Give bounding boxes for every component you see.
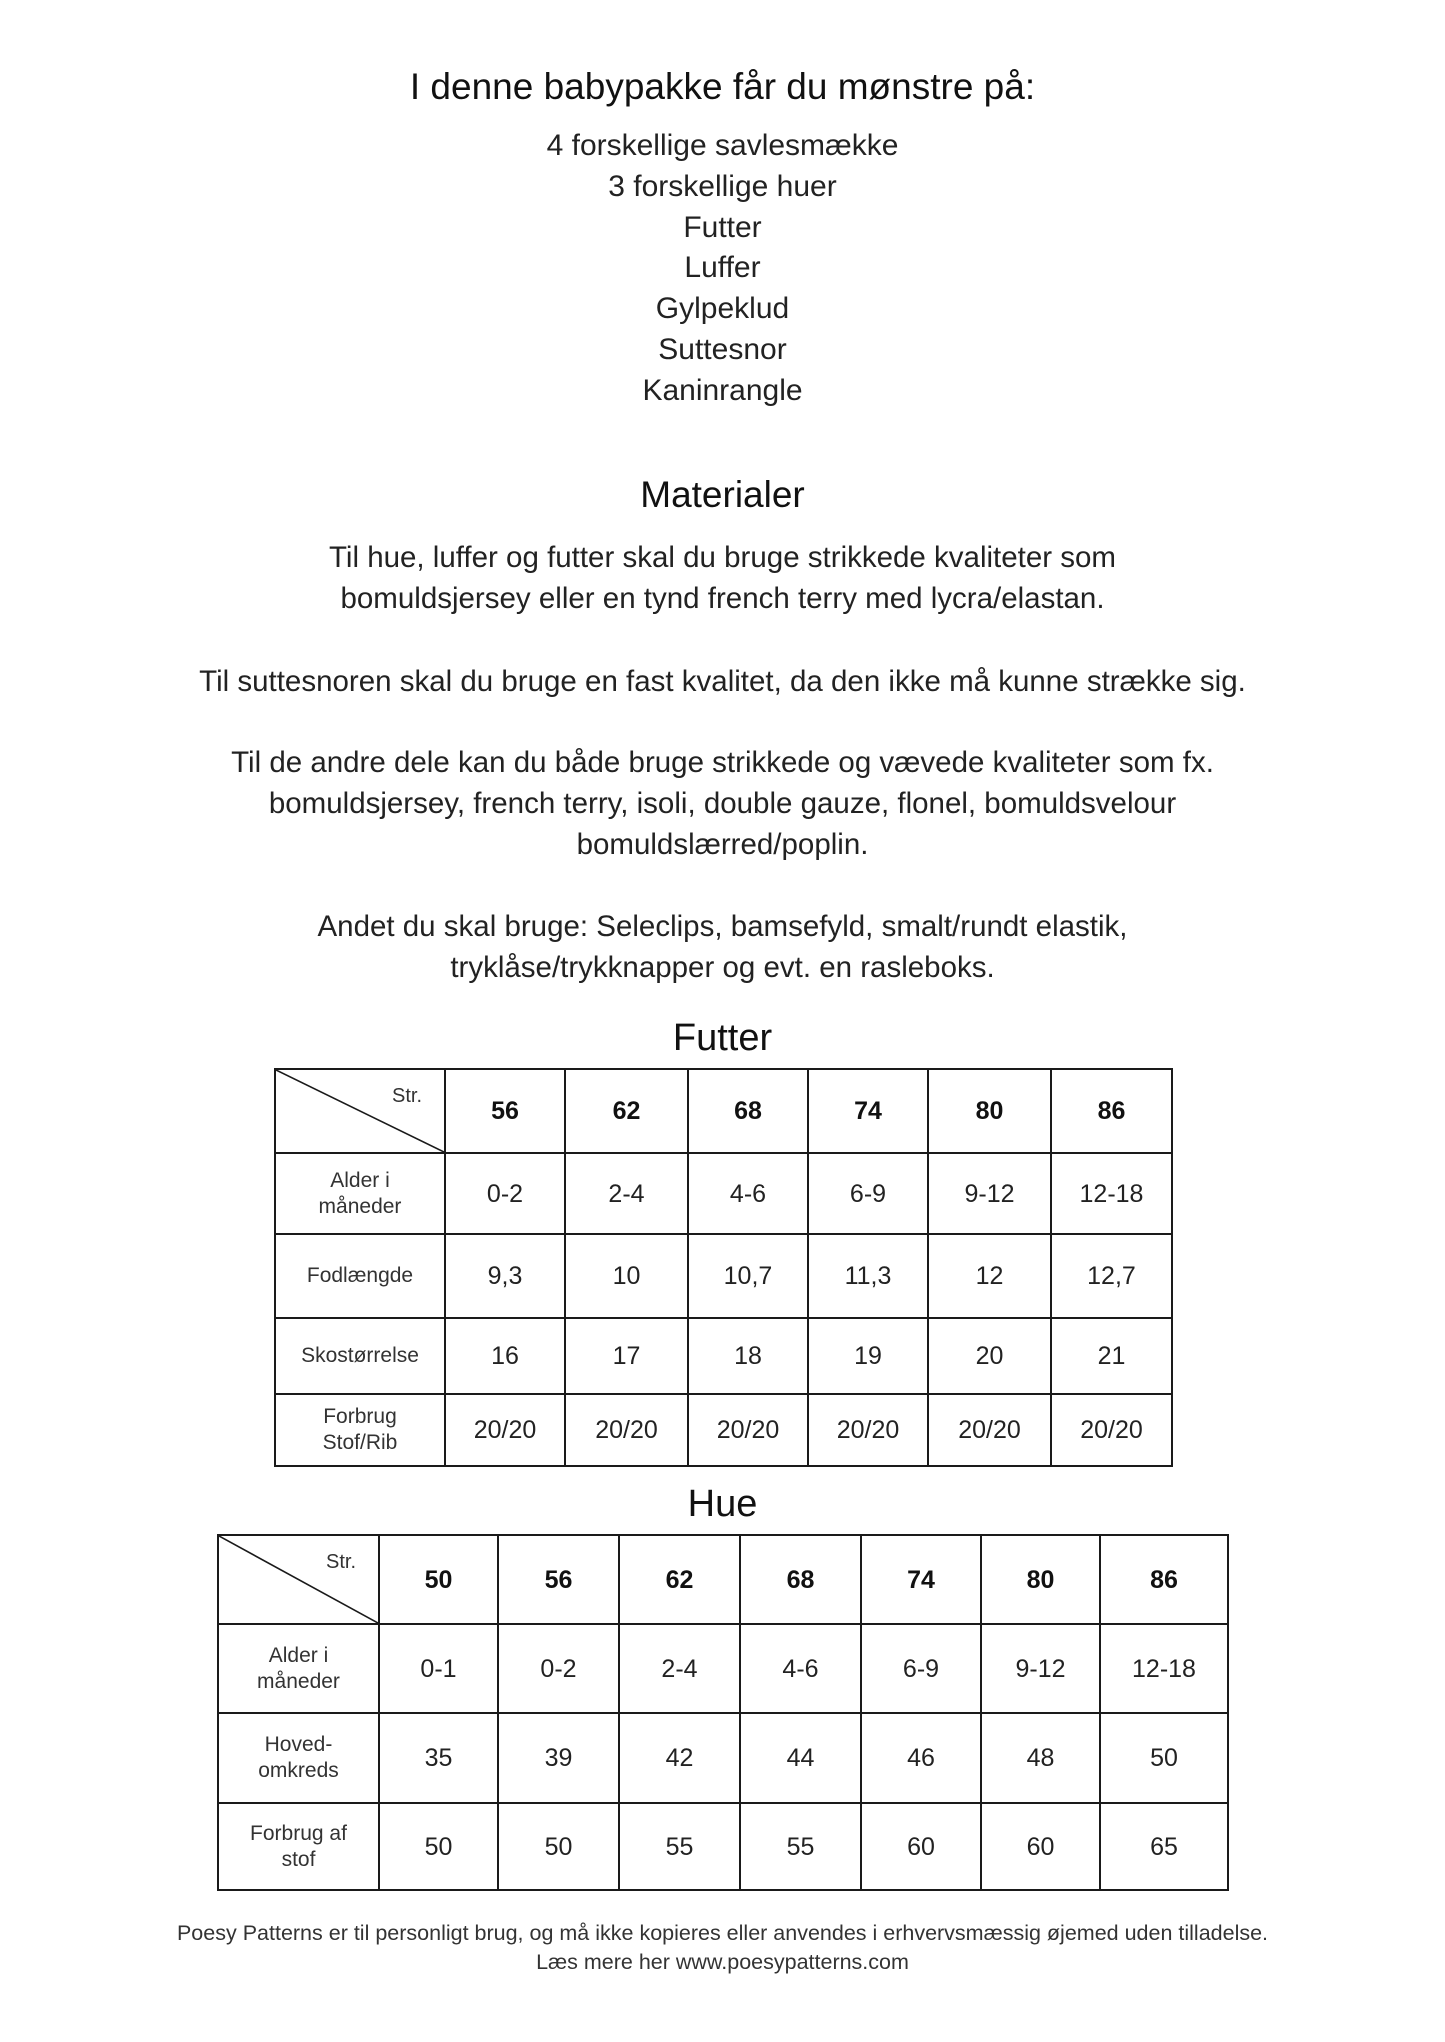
- table-cell: 42: [619, 1713, 740, 1803]
- row-label-line: stof: [281, 1847, 316, 1871]
- table-cell: 20/20: [808, 1394, 928, 1466]
- hue-table-title: Hue: [687, 1483, 758, 1525]
- row-label-cell: [275, 1318, 445, 1394]
- size-label: Str.: [325, 1551, 356, 1573]
- size-header-cell: 86: [1100, 1535, 1228, 1624]
- size-header-cell: 56: [498, 1535, 619, 1624]
- table-cell: 10: [565, 1234, 688, 1318]
- paragraph-line: bomuldslærred/poplin.: [576, 828, 869, 861]
- table-cell: 20/20: [688, 1394, 808, 1466]
- list-item: Futter: [683, 210, 762, 244]
- row-label-line: Fodlængde: [306, 1264, 414, 1287]
- row-label-line: Forbrug af: [250, 1821, 347, 1845]
- table-cell: 6-9: [861, 1624, 981, 1713]
- table-cell: 55: [619, 1803, 740, 1890]
- page-title: I denne babypakke får du mønstre på:: [409, 66, 1036, 107]
- materials-paragraph-extras: [0, 906, 1445, 988]
- size-header-cell: 80: [981, 1535, 1100, 1624]
- table-cell: 12-18: [1100, 1624, 1228, 1713]
- materials-paragraph-other: [0, 742, 1445, 865]
- futter-table-title: Futter: [672, 1017, 773, 1059]
- size-header-cell: 74: [808, 1069, 928, 1153]
- row-label-line: Alder i: [268, 1643, 329, 1667]
- list-item: Kaninrangle: [642, 373, 803, 407]
- table-cell: 20: [928, 1318, 1051, 1394]
- table-cell: 35: [379, 1713, 498, 1803]
- table-cell: 0-1: [379, 1624, 498, 1713]
- row-label-cell: [275, 1234, 445, 1318]
- list-item: Luffer: [684, 251, 761, 285]
- row-label-cell: [218, 1713, 379, 1803]
- table-cell: 17: [565, 1318, 688, 1394]
- table-row: [218, 1803, 1228, 1890]
- size-header-row: [218, 1535, 1228, 1624]
- row-label-line: Forbrug: [323, 1405, 397, 1428]
- size-header-cell: 56: [445, 1069, 565, 1153]
- size-header-cell: 62: [619, 1535, 740, 1624]
- table-cell: 12: [928, 1234, 1051, 1318]
- table-cell: 9-12: [981, 1624, 1100, 1713]
- paragraph-line: bomuldsjersey, french terry, isoli, double gauze, flonel, bomuldsvelour: [268, 787, 1177, 820]
- size-header-cell: 62: [565, 1069, 688, 1153]
- table-cell: 6-9: [808, 1153, 928, 1234]
- paragraph-line: Andet du skal bruge: Seleclips, bamsefyld, smalt/rundt elastik,: [317, 910, 1128, 943]
- size-header-row: [275, 1069, 1172, 1153]
- copyright-notice: Poesy Patterns er til personligt brug, og må ikke kopieres eller anvendes i erhvervsmæssig øjemed uden tilladelse.: [176, 1921, 1269, 1945]
- materials-paragraph-pacifier: [0, 661, 1445, 702]
- table-cell: 0-2: [498, 1624, 619, 1713]
- table-cell: 12,7: [1051, 1234, 1172, 1318]
- table-cell: 55: [740, 1803, 861, 1890]
- corner-cell: [218, 1535, 379, 1624]
- table-row: [218, 1713, 1228, 1803]
- table-cell: 10,7: [688, 1234, 808, 1318]
- website-link[interactable]: Læs mere her www.poesypatterns.com: [536, 1950, 909, 1974]
- table-cell: 46: [861, 1713, 981, 1803]
- size-header-cell: 74: [861, 1535, 981, 1624]
- table-cell: 20/20: [565, 1394, 688, 1466]
- list-item: 4 forskellige savlesmække: [546, 129, 899, 162]
- size-header-cell: 68: [688, 1069, 808, 1153]
- table-cell: 20/20: [928, 1394, 1051, 1466]
- corner-cell: [275, 1069, 445, 1153]
- row-label-cell: [275, 1153, 445, 1234]
- materials-paragraph-knit: [0, 537, 1445, 619]
- table-cell: 12-18: [1051, 1153, 1172, 1234]
- table-cell: 2-4: [619, 1624, 740, 1713]
- row-label-line: Alder i: [330, 1168, 390, 1192]
- table-row: [218, 1624, 1228, 1713]
- list-item: Gylpeklud: [655, 292, 790, 326]
- table-cell: 4-6: [688, 1153, 808, 1234]
- table-cell: 60: [861, 1803, 981, 1890]
- table-cell: 9-12: [928, 1153, 1051, 1234]
- size-header-cell: 68: [740, 1535, 861, 1624]
- list-item: Suttesnor: [658, 332, 787, 366]
- row-label-line: måneder: [257, 1669, 340, 1693]
- paragraph-line: tryklåse/trykknapper og evt. en rasleboks.: [450, 951, 995, 984]
- table-cell: 9,3: [445, 1234, 565, 1318]
- footer: [0, 1919, 1445, 1977]
- paragraph-line: Til suttesnoren skal du bruge en fast kvalitet, da den ikke må kunne strække sig.: [199, 665, 1246, 698]
- row-label-cell: [218, 1624, 379, 1713]
- table-cell: 18: [688, 1318, 808, 1394]
- row-label-line: måneder: [318, 1194, 402, 1218]
- paragraph-line: Til de andre dele kan du både bruge strikkede og vævede kvaliteter som fx.: [231, 746, 1214, 779]
- table-cell: 20/20: [445, 1394, 565, 1466]
- table-cell: 4-6: [740, 1624, 861, 1713]
- size-label: Str.: [391, 1085, 422, 1107]
- hue-size-table: [217, 1534, 1229, 1891]
- table-cell: 60: [981, 1803, 1100, 1890]
- table-cell: 39: [498, 1713, 619, 1803]
- size-header-cell: 50: [379, 1535, 498, 1624]
- materials-heading: Materialer: [640, 474, 805, 515]
- table-row: [275, 1394, 1172, 1466]
- size-header-cell: 86: [1051, 1069, 1172, 1153]
- table-cell: 50: [498, 1803, 619, 1890]
- table-cell: 20/20: [1051, 1394, 1172, 1466]
- row-label-cell: [218, 1803, 379, 1890]
- row-label-line: omkreds: [258, 1759, 339, 1782]
- table-cell: 16: [445, 1318, 565, 1394]
- table-row: [275, 1234, 1172, 1318]
- futter-size-table: [274, 1068, 1173, 1467]
- row-label-line: Stof/Rib: [322, 1431, 398, 1454]
- table-cell: 21: [1051, 1318, 1172, 1394]
- table-cell: 65: [1100, 1803, 1228, 1890]
- row-label-line: Hoved-: [264, 1733, 333, 1756]
- table-cell: 48: [981, 1713, 1100, 1803]
- table-row: [275, 1153, 1172, 1234]
- table-row: [275, 1318, 1172, 1394]
- row-label-cell: [275, 1394, 445, 1466]
- pattern-list: [0, 126, 1445, 412]
- size-header-cell: 80: [928, 1069, 1051, 1153]
- table-cell: 11,3: [808, 1234, 928, 1318]
- table-cell: 50: [1100, 1713, 1228, 1803]
- table-cell: 50: [379, 1803, 498, 1890]
- row-label-line: Skostørrelse: [301, 1344, 419, 1367]
- table-cell: 0-2: [445, 1153, 565, 1234]
- paragraph-line: Til hue, luffer og futter skal du bruge strikkede kvaliteter som: [328, 541, 1117, 574]
- list-item: 3 forskellige huer: [608, 169, 837, 203]
- paragraph-line: bomuldsjersey eller en tynd french terry med lycra/elastan.: [340, 582, 1105, 615]
- table-cell: 44: [740, 1713, 861, 1803]
- table-cell: 2-4: [565, 1153, 688, 1234]
- table-cell: 19: [808, 1318, 928, 1394]
